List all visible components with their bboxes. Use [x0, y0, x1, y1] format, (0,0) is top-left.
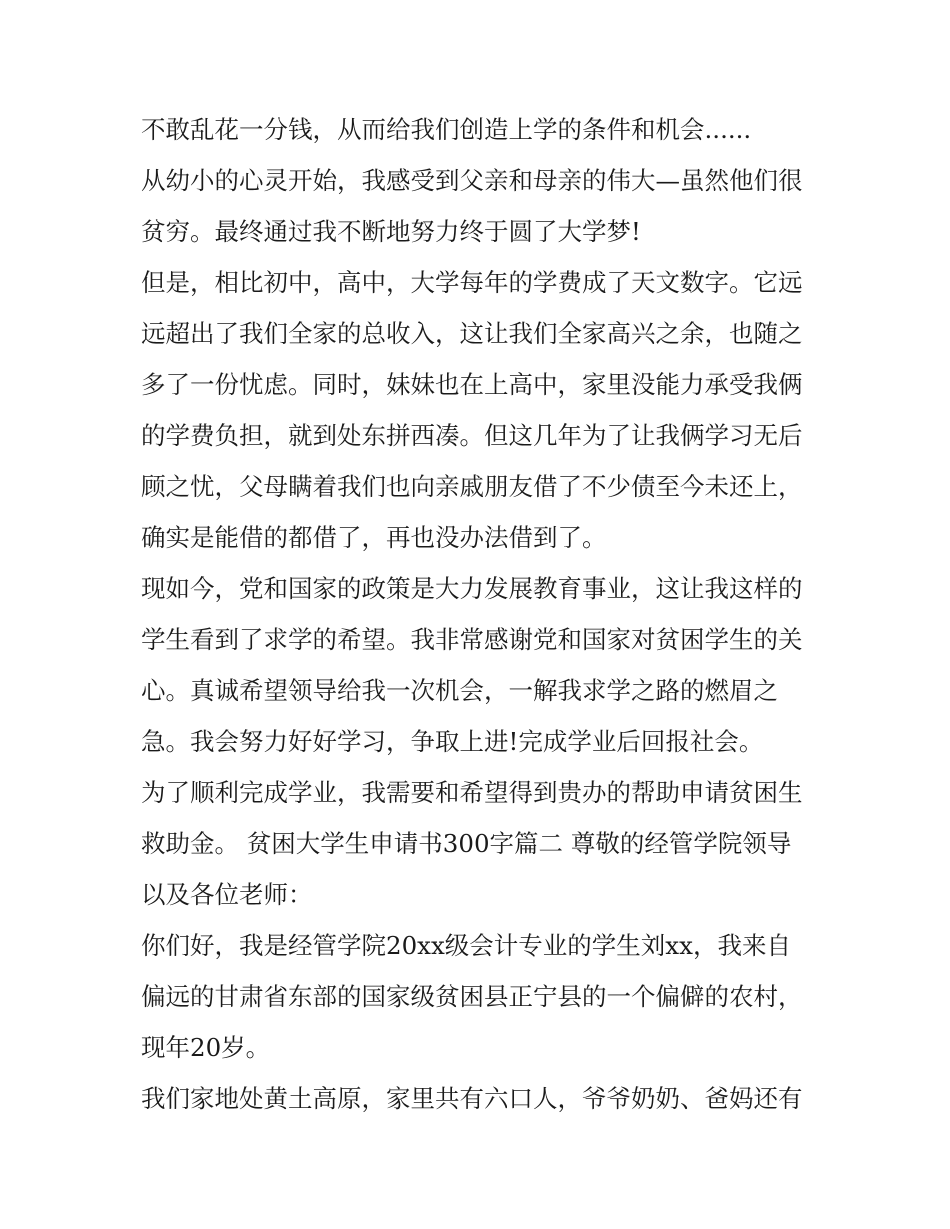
text-line: 现如今，党和国家的政策是大力发展教育事业，这让我这样的	[141, 574, 803, 603]
text-line: 确实是能借的都借了，再也没办法借到了。	[141, 523, 607, 552]
text-line: 从幼小的心灵开始，我感受到父亲和母亲的伟大—虽然他们很	[141, 166, 803, 195]
text-line: 贫穷。最终通过我不断地努力终于圆了大学梦!	[141, 217, 641, 246]
text-line: 顾之忧，父母瞒着我们也向亲戚朋友借了不少债至今未还上，	[141, 472, 803, 501]
text-line: 现年20岁。	[141, 1033, 271, 1062]
text-line: 的学费负担，就到处东拼西凑。但这几年为了让我俩学习无后	[141, 421, 803, 450]
text-line: 学生看到了求学的希望。我非常感谢党和国家对贫困学生的关	[141, 625, 803, 654]
text-line: 急。我会努力好好学习，争取上进!完成学业后回报社会。	[141, 727, 764, 756]
text-line: 我们家地处黄土高原，家里共有六口人，爷爷奶奶、爸妈还有	[141, 1084, 803, 1113]
text-line: 远超出了我们全家的总收入，这让我们全家高兴之余，也随之	[141, 319, 803, 348]
text-line: 为了顺利完成学业，我需要和希望得到贵办的帮助申请贫困生	[141, 778, 803, 807]
text-line: 救助金。 贫困大学生申请书300字篇二 尊敬的经管学院领导	[141, 829, 792, 858]
text-line: 不敢乱花一分钱，从而给我们创造上学的条件和机会......	[141, 115, 752, 144]
text-line: 以及各位老师：	[141, 880, 313, 909]
text-line: 你们好，我是经管学院20xx级会计专业的学生刘xx，我来自	[141, 931, 791, 960]
text-line: 偏远的甘肃省东部的国家级贫困县正宁县的一个偏僻的农村，	[141, 982, 803, 1011]
text-line: 但是，相比初中，高中，大学每年的学费成了天文数字。它远	[141, 268, 803, 297]
text-line: 多了一份忧虑。同时，妹妹也在上高中，家里没能力承受我俩	[141, 370, 803, 399]
text-line: 心。真诚希望领导给我一次机会，一解我求学之路的燃眉之	[141, 676, 778, 705]
